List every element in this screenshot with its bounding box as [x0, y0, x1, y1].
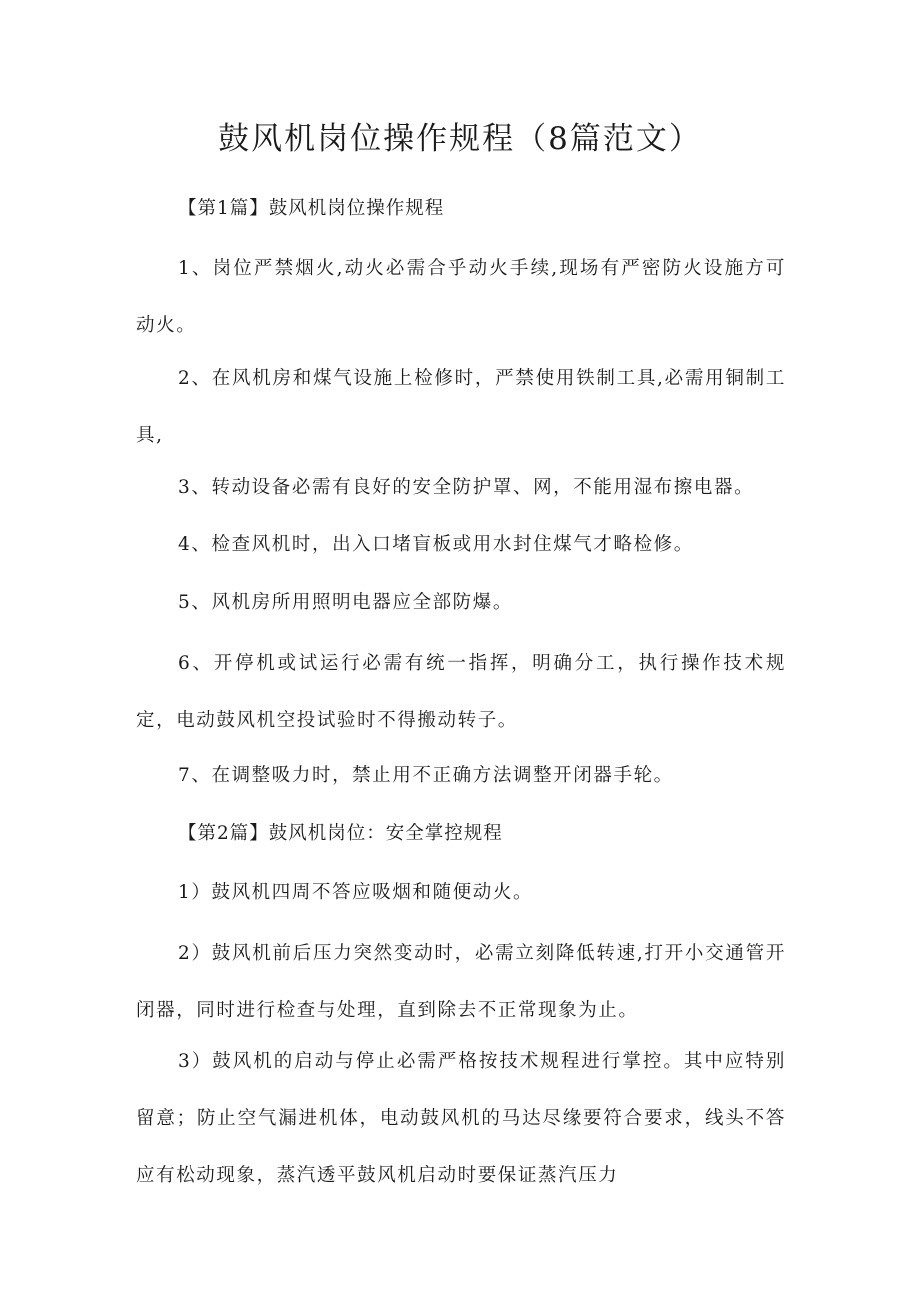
section-1-paragraph-6: 6、开停机或试运行必需有统一指挥，明确分工，执行操作技术规定，电动鼓风机空投试验时不得搬动转子。 [136, 653, 786, 731]
section-2-paragraph-2: 2）鼓风机前后压力突然变动时，必需立刻降低转速,打开小交通管开闭器，同时进行检查与处理，直到除去不正常现象为止。 [136, 943, 786, 1021]
section-1-paragraph-4: 4、检查风机时，出入口堵盲板或用水封住煤气才略检修。 [178, 534, 694, 555]
section-1-paragraph-5: 5、风机房所用照明电器应全部防爆。 [178, 592, 513, 613]
section-1-paragraph-1: 1、岗位严禁烟火,动火必需合乎动火手续,现场有严密防火设施方可动火。 [136, 258, 786, 336]
section-1-heading: 【第1篇】鼓风机岗位操作规程 [178, 198, 445, 219]
section-2-paragraph-3: 3）鼓风机的启动与停止必需严格按技术规程进行掌控。其中应特别留意；防止空气漏进机体，电动鼓风机的马达尽缘要符合要求，线头不答应有松动现象，蒸汽透平鼓风机启动时要保证蒸汽压力 [136, 1051, 786, 1186]
section-1-paragraph-3: 3、转动设备必需有良好的安全防护罩、网，不能用湿布擦电器。 [178, 477, 755, 498]
section-1-paragraph-7: 7、在调整吸力时，禁止用不正确方法调整开闭器手轮。 [178, 765, 674, 786]
section-1-paragraph-2: 2、在风机房和煤气设施上检修时，严禁使用铁制工具,必需用铜制工具, [136, 368, 786, 446]
section-2-heading: 【第2篇】鼓风机岗位：安全掌控规程 [178, 823, 503, 844]
section-2-paragraph-1: 1）鼓风机四周不答应吸烟和随便动火。 [178, 882, 534, 903]
document-title: 鼓风机岗位操作规程（8篇范文） [218, 121, 702, 157]
